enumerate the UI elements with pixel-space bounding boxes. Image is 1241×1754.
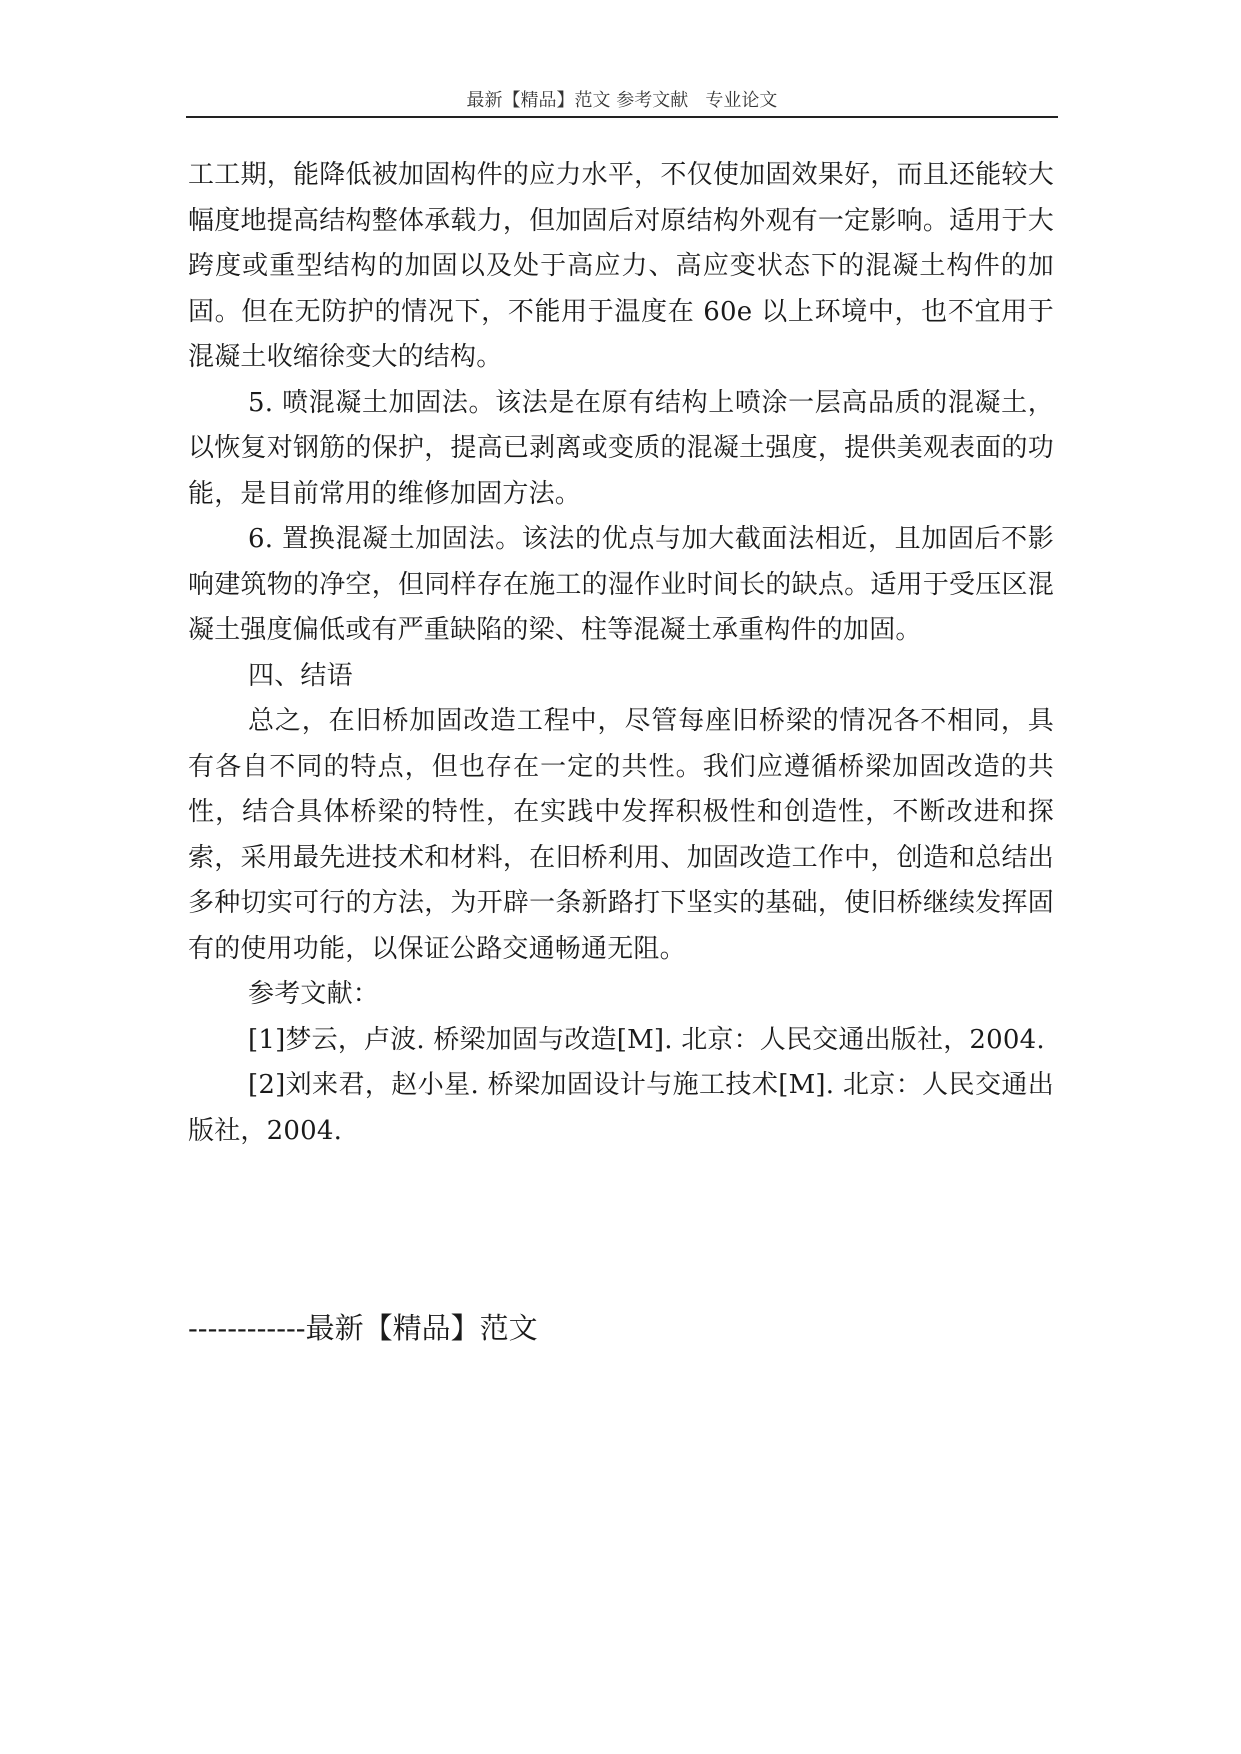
page-footer: ------------最新【精品】范文: [188, 1311, 538, 1345]
document-body: [188, 153, 1054, 1154]
paragraph-method-6: 6. 置换混凝土加固法。该法的优点与加大截面法相近，且加固后不影响建筑物的净空，但同样存在施工的湿作业时间长的缺点。适用于受压区混凝土强度偏低或有严重缺陷的梁、柱等混凝土承重构件的加固。: [188, 524, 1054, 645]
paragraph-method-5: 5. 喷混凝土加固法。该法是在原有结构上喷涂一层高品质的混凝土，以恢复对钢筋的保护，提高已剥离或变质的混凝土强度，提供美观表面的功能，是目前常用的维修加固方法。: [188, 387, 1054, 509]
reference-item-2: [2]刘来君，赵小星. 桥梁加固设计与施工技术[M]. 北京：人民交通出版社，2004.: [188, 1070, 1054, 1146]
paragraph-continuation: 工工期，能降低被加固构件的应力水平，不仅使加固效果好，而且还能较大幅度地提高结构整体承载力，但加固后对原结构外观有一定影响。适用于大跨度或重型结构的加固以及处于高应力、高应变状态下的混凝土构件的加固。但在无防护的情况下，不能用于温度在 60e 以上环境中，也不宜用于混凝土收缩徐变大的结构。: [188, 160, 1054, 372]
reference-item-1: [1]梦云，卢波. 桥梁加固与改造[M]. 北京：人民交通出版社，2004.: [248, 1024, 1045, 1055]
section-heading-conclusion: 四、结语: [248, 660, 353, 691]
header-divider: [186, 116, 1058, 118]
references-heading: 参考文献：: [248, 979, 380, 1009]
paragraph-conclusion: 总之，在旧桥加固改造工程中，尽管每座旧桥梁的情况各不相同，具有各自不同的特点，但也存在一定的共性。我们应遵循桥梁加固改造的共性，结合具体桥梁的特性，在实践中发挥积极性和创造性，不断改进和探索，采用最先进技术和材料，在旧桥利用、加固改造工作中，创造和总结出多种切实可行的方法，为开辟一条新路打下坚实的基础，使旧桥继续发挥固有的使用功能，以保证公路交通畅通无阻。: [188, 706, 1054, 964]
page-header: 最新【精品】范文 参考文献 专业论文: [466, 90, 778, 111]
